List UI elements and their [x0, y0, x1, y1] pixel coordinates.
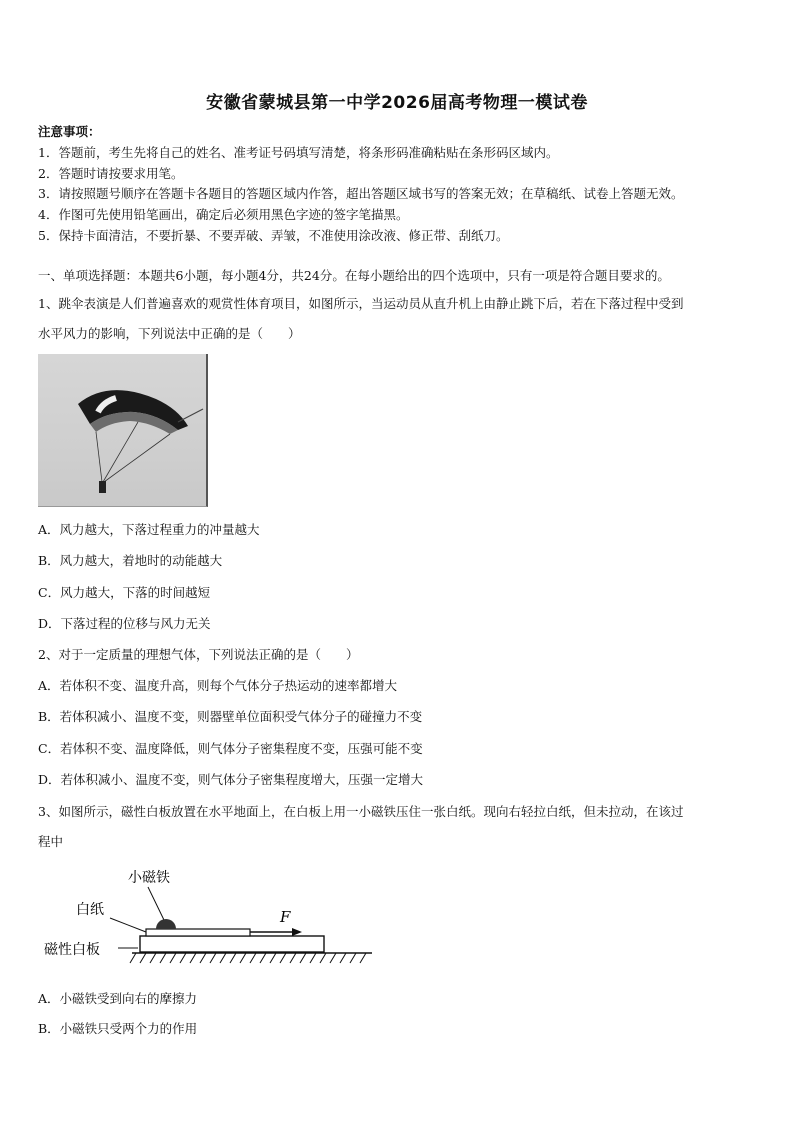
q2-stem: 2、对于一定质量的理想气体，下列说法正确的是（ ）: [38, 647, 359, 662]
q2-option-d: D．若体积减小、温度不变，则气体分子密集程度增大，压强一定增大: [38, 772, 424, 787]
parachute-photo: [38, 354, 208, 507]
label-magnet: 小磁铁: [128, 870, 170, 886]
q2-option-a: A．若体积不变、温度升高，则每个气体分子热运动的速率都增大: [38, 678, 398, 693]
magnet-board-figure: [40, 862, 380, 982]
q2-option-c: C．若体积不变、温度降低，则气体分子密集程度不变，压强可能不变: [38, 741, 423, 756]
q3-option-b: B．小磁铁只受两个力的作用: [38, 1021, 198, 1036]
q1-stem-line1: 1、跳伞表演是人们普遍喜欢的观赏性体育项目，如图所示，当运动员从直升机上由静止跳下后，若在下落过程中受到: [38, 296, 684, 311]
q1-stem-line2: 水平风力的影响，下列说法中正确的是（ ）: [38, 326, 301, 341]
notice-item-5: 5．保持卡面清洁，不要折暴、不要弄破、弄皱，不准使用涂改液、修正带、刮纸刀。: [38, 228, 509, 243]
q1-option-c: C．风力越大，下落的时间越短: [38, 585, 211, 600]
q1-option-a: A．风力越大，下落过程重力的冲量越大: [38, 522, 260, 537]
magnetic-board: [140, 936, 324, 952]
notice-item-3: 3．请按照题号顺序在答题卡各题目的答题区域内作答，超出答题区域书写的答案无效；在草稿纸、试卷上答题无效。: [38, 186, 684, 201]
notice-item-1: 1．答题前，考生先将自己的姓名、准考证号码填写清楚，将条形码准确粘贴在条形码区域内。: [38, 145, 559, 160]
q1-option-d: D．下落过程的位移与风力无关: [38, 616, 211, 631]
label-force: F: [280, 908, 291, 926]
white-paper: [146, 929, 250, 936]
q3-stem-line2: 程中: [38, 834, 64, 849]
notice-item-4: 4．作图可先使用铅笔画出，确定后必须用黑色字迹的签字笔描黑。: [38, 207, 409, 222]
q2-option-b: B．若体积减小、温度不变，则器壁单位面积受气体分子的碰撞力不变: [38, 709, 423, 724]
notice-heading: 注意事项：: [38, 124, 101, 139]
page-title: 安徽省蒙城县第一中学2026届高考物理一模试卷: [206, 93, 588, 113]
small-magnet: [156, 919, 176, 929]
ground-hatching: [130, 953, 366, 963]
force-arrow: [292, 928, 302, 936]
label-paper: 白纸: [76, 902, 104, 918]
label-board: 磁性白板: [44, 942, 100, 958]
q3-option-a: A．小磁铁受到向右的摩擦力: [38, 991, 198, 1006]
q1-option-b: B．风力越大，着地时的动能越大: [38, 553, 223, 568]
section-heading: 一、单项选择题：本题共6小题，每小题4分，共24分。在每小题给出的四个选项中，只有一项是符合题目要求的。: [38, 268, 670, 283]
notice-item-2: 2．答题时请按要求用笔。: [38, 166, 184, 181]
q3-stem-line1: 3、如图所示，磁性白板放置在水平地面上，在白板上用一小磁铁压住一张白纸。现向右轻拉白纸，但未拉动，在该过: [38, 804, 684, 819]
